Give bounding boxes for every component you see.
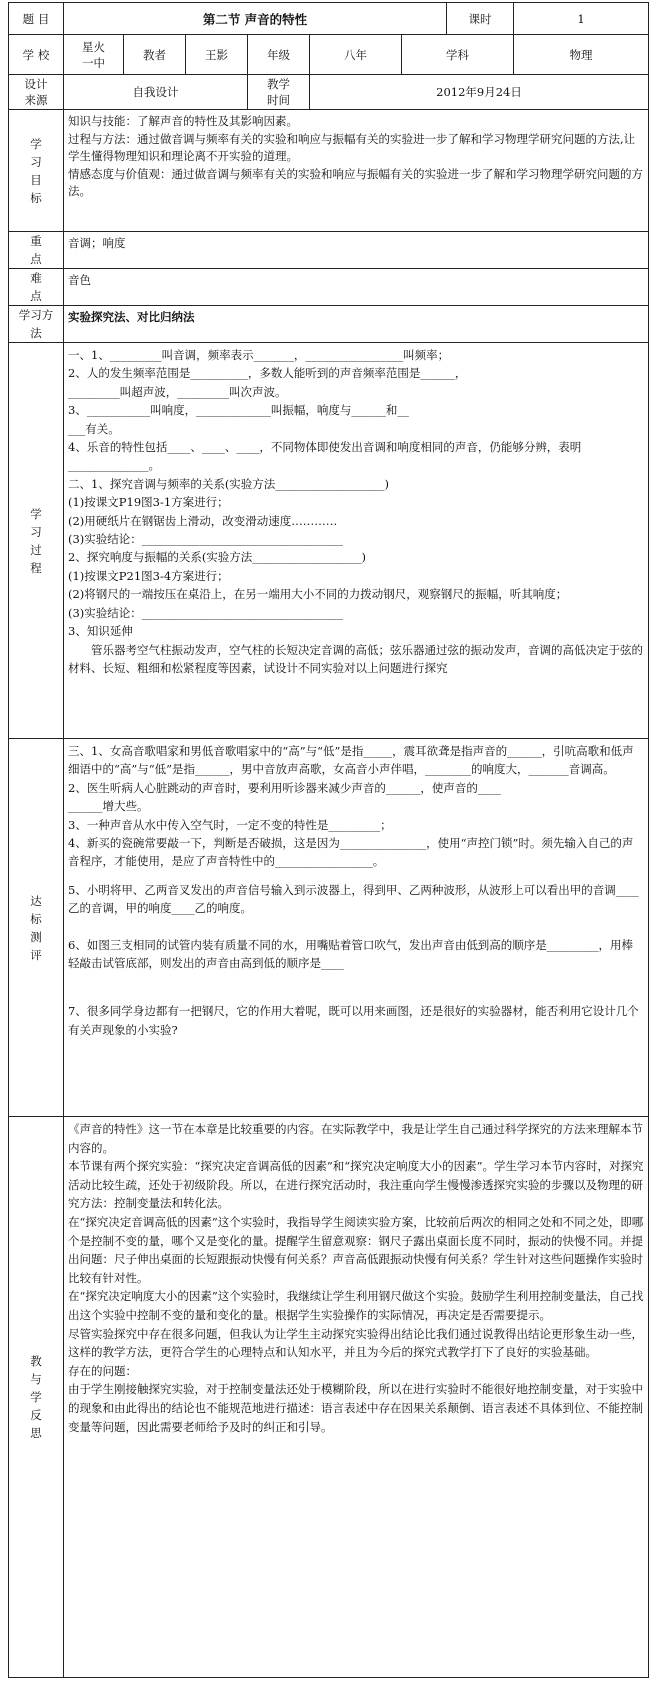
assessment-row	[9, 739, 649, 1117]
title-label: 题 目	[9, 3, 64, 35]
reflection-paragraph: 存在的问题：	[68, 1363, 137, 1378]
methods-row	[9, 306, 649, 343]
source-value: 自我设计	[64, 75, 248, 110]
grade-value: 八年	[310, 35, 402, 75]
reflection-paragraph: 由于学生刚接触探究实验，对于控制变量法还处于模糊阶段，所以在进行实验时不能很好地控制变量，对于实验中的现象和由此得出的结论也不能规范地进行描述：语言表述中存在因果关系颠倒、语言表述不具体到位、不能控制变量等问题，因此需要老师给予及时的纠正和引导。	[68, 1382, 643, 1434]
process-line: 4、乐音的特性包括____、____、____，不同物体即使发出音调和响度相同的声音，仍能够分辨，表明______________。	[68, 440, 582, 473]
process-row	[9, 343, 649, 739]
time-label: 教学 时间	[248, 75, 310, 110]
lesson-title: 第二节 声音的特性	[64, 3, 447, 35]
key-points-value: 音调；响度	[64, 232, 649, 269]
process-label: 学 习 过 程	[9, 343, 64, 739]
assessment-line: 3、一种声音从水中传入空气时，一定不变的特性是_________；	[68, 817, 392, 832]
process-line: (1)按课文P19图3-1方案进行；	[68, 495, 229, 510]
assessment-line: 三、1、女高音歌唱家和男低音歌唱家中的“高”与“低”是指_____，震耳欲聋是指声音的______，引吭高歌和低声细语中的“高”与“低”是指______，男中音放声高歌，女高音小声伴唱，________的响度大，_______音调高。	[68, 744, 634, 777]
goal-attitude: 情感态度与价值观：通过做音调与频率有关的实验和响应与振幅有关的实验进一步了解和学习物理学研究问题的方法。	[68, 166, 643, 199]
difficulties-value: 音色	[64, 269, 649, 306]
process-line: ___有关。	[68, 421, 120, 436]
goals-content	[64, 110, 649, 232]
process-content	[64, 343, 649, 739]
process-line: 3、___________叫响度，_____________叫振幅，响度与______和__	[68, 403, 409, 418]
subject-value: 物理	[514, 35, 649, 75]
school-line-1: 星火	[82, 39, 105, 54]
reflection-content	[64, 1117, 649, 1678]
process-line: 管乐器考空气柱振动发声，空气柱的长短决定音调的高低；弦乐器通过弦的振动发声，音调的高低决定于弦的材料、长短、粗细和松紧程度等因素，试设计不同实验对以上问题进行探究	[68, 642, 643, 675]
header-row	[9, 3, 649, 35]
lesson-plan-sheet	[8, 2, 648, 1678]
school-line-2: 一中	[82, 55, 105, 70]
process-line: 一、1、_________叫音调，频率表示_______，_________________叫频率；	[68, 348, 450, 362]
process-line: (3)实验结论：___________________________________	[68, 605, 344, 620]
reflection-paragraph: 在“探究决定音调高低的因素”这个实验时，我指导学生阅读实验方案，比较前后两次的相同之处和不同之处，即哪个是控制不变的量，哪个又是变化的量。提醒学生留意观察：钢尺子露出桌面长度不同时，振动的快慢不同。并提出问题：尺子伸出桌面的长短跟振动快慢有何关系？声音高低跟振动快慢有何关系？学生针对这些问题操作实验时比较有针对性。	[68, 1214, 644, 1285]
reflection-paragraph: 本节课有两个探究实验：“探究决定音调高低的因素”和“探究决定响度大小的因素”。学生学习本节内容时，对探究活动比较生疏，还处于初级阶段。所以，在进行探究活动时，我注重向学生慢慢渗透探究实验的步骤以及物理的研究方法：控制变量法和转化法。	[68, 1159, 644, 1211]
process-line: 二、1、探究音调与频率的关系(实验方法___________________)	[68, 476, 390, 491]
teacher-label: 教者	[124, 35, 186, 75]
teacher-value: 王影	[186, 35, 248, 75]
key-points-label: 重 点	[9, 232, 64, 269]
process-line: _________叫超声波，_________叫次声波。	[68, 384, 287, 399]
goal-process: 过程与方法：通过做音调与频率有关的实验和响应与振幅有关的实验进一步了解和学习物理学研究问题的方法,让学生懂得物理知识和理论离不开实验的道理。	[68, 131, 636, 164]
school-value	[64, 35, 124, 75]
difficulties-row	[9, 269, 649, 306]
assessment-line: 7、很多同学身边都有一把钢尺，它的作用大着呢，既可以用来画图，还是很好的实验器材，能否利用它设计几个有关声现象的小实验?	[68, 1004, 639, 1037]
goals-row	[9, 110, 649, 232]
reflection-paragraph: 在“探究决定响度大小的因素”这个实验时，我继续让学生利用钢尺做这个实验。鼓励学生利用控制变量法，自己找出这个实验中控制不变的量和变化的量。根据学生实验操作的实际情况，再决定是否需要提示。	[68, 1289, 644, 1322]
process-line: (1)按课文P21图3-4方案进行；	[68, 568, 229, 583]
process-line: 3、知识延伸	[68, 624, 133, 639]
process-line: (2)将钢尺的一端按压在桌沿上，在另一端用大小不同的力拨动钢尺，观察钢尺的振幅，听其响度；	[68, 587, 568, 602]
info-row	[9, 35, 649, 75]
assessment-line: ______增大些。	[68, 799, 149, 814]
period-value: 1	[514, 3, 649, 35]
reflection-paragraph: 《声音的特性》这一节在本章是比较重要的内容。在实际教学中，我是让学生自己通过科学探究的方法来理解本节内容的。	[68, 1122, 643, 1155]
assessment-line: 4、新买的瓷碗常要敲一下，判断是否破损，这是因为_______________，使用“声控门锁”时。须先输入自己的声音程序，才能使用，是应了声音特性中的_________________。	[68, 836, 634, 869]
methods-label: 学习方 法	[9, 306, 64, 343]
process-line: (2)用硬纸片在钢锯齿上滑动，改变滑动速度…………	[68, 513, 338, 528]
assessment-line: 2、医生听病人心脏跳动的声音时，要利用听诊器来减少声音的______，使声音的____	[68, 780, 501, 795]
reflection-paragraph: 尽管实验探究中存在很多问题，但我认为让学生主动探究实验得出结论比我们通过说教得出结论更形象生动一些，这样的教学方法，更符合学生的心理特点和认知水平，并且为今后的探究式教学打下了良好的实验基础。	[68, 1326, 643, 1360]
reflection-row	[9, 1117, 649, 1678]
source-row	[9, 75, 649, 110]
assessment-line: 5、小明将甲、乙两音叉发出的声音信号输入到示波器上，得到甲、乙两种波形，从波形上可以看出甲的音调____乙的音调，甲的响度____乙的响度。	[68, 882, 639, 916]
time-value: 2012年9月24日	[310, 75, 649, 110]
period-label: 课时	[447, 3, 514, 35]
school-label: 学 校	[9, 35, 64, 75]
assessment-line: 6、如图三支相同的试管内装有质量不同的水，用嘴贴着管口吹气，发出声音由低到高的顺序是_________，用棒轻敲击试管底部，则发出的声音由高到低的顺序是____	[68, 937, 634, 971]
difficulties-label: 难 点	[9, 269, 64, 306]
source-label: 设计 来源	[9, 75, 64, 110]
methods-value: 实验探究法、对比归纳法	[64, 306, 649, 343]
grade-label: 年级	[248, 35, 310, 75]
lesson-plan-table	[8, 2, 649, 1678]
goals-label: 学 习 目 标	[9, 110, 64, 232]
process-line: (3)实验结论：___________________________________	[68, 532, 344, 547]
goal-knowledge: 知识与技能：了解声音的特性及其影响因素。	[68, 114, 298, 128]
key-points-row	[9, 232, 649, 269]
reflection-label: 教 与 学 反 思	[9, 1117, 64, 1678]
process-line: 2、人的发生频率范围是__________，多数人能听到的声音频率范围是______，	[68, 366, 467, 381]
subject-label: 学科	[402, 35, 514, 75]
process-line: 2、探究响度与振幅的关系(实验方法___________________)	[68, 550, 367, 565]
assessment-label: 达 标 测 评	[9, 739, 64, 1117]
assessment-content	[64, 739, 649, 1117]
